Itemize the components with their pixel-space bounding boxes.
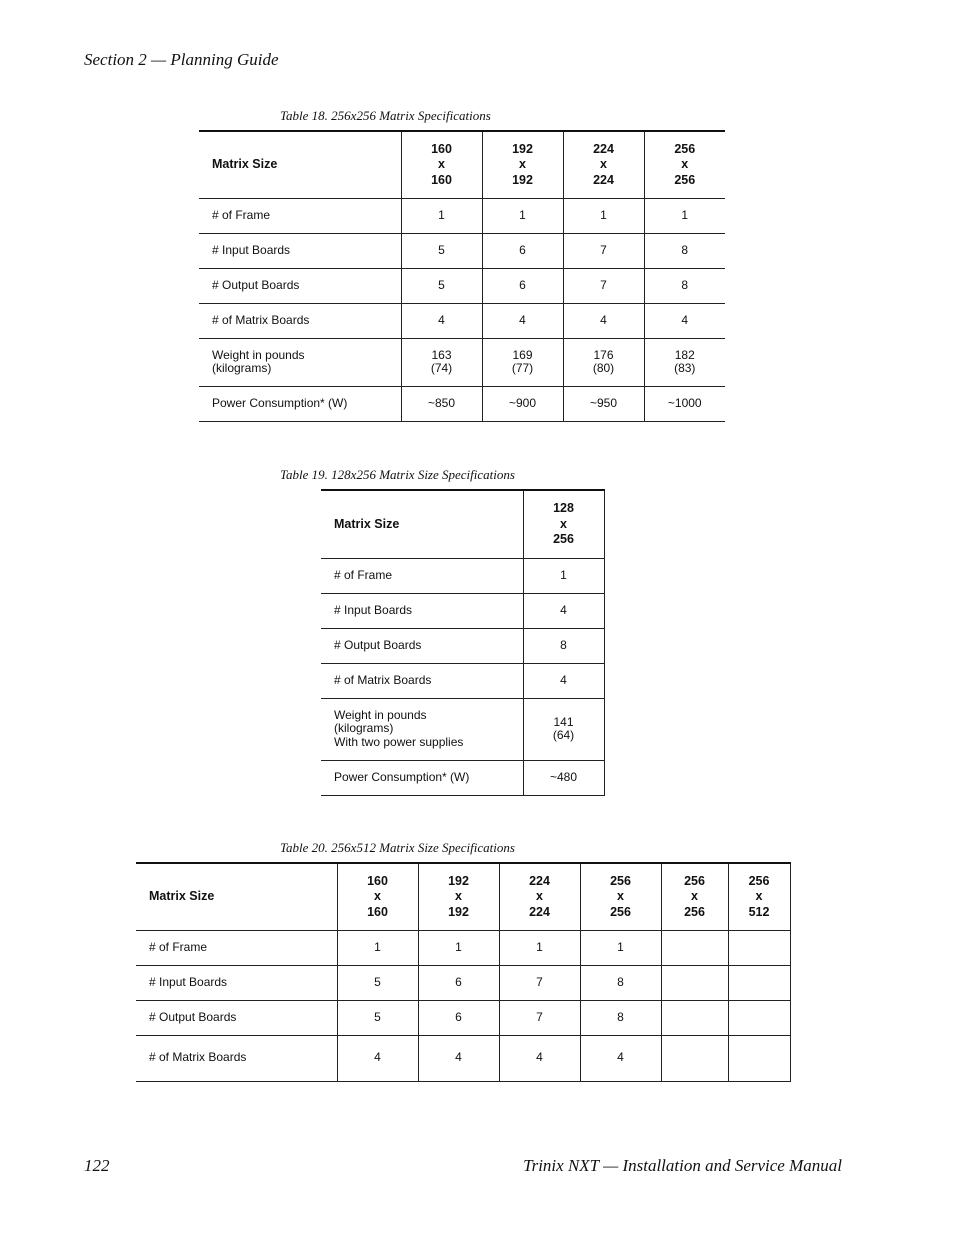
table-row bbox=[321, 593, 604, 628]
row-label-text-line: # of Matrix Boards bbox=[212, 312, 310, 327]
row-label-text-line: Power Consumption* (W) bbox=[334, 769, 470, 784]
table-row bbox=[321, 663, 604, 698]
table-row bbox=[199, 233, 725, 268]
cell-value-text bbox=[374, 976, 381, 990]
column-size bbox=[529, 874, 550, 921]
cell-value-text-line: 169 bbox=[512, 347, 533, 362]
matrix-size-column-header bbox=[499, 863, 580, 930]
cell-value-text-line: 1 bbox=[374, 939, 381, 954]
cell-value-text bbox=[536, 1011, 543, 1025]
page-number: 122 bbox=[84, 1156, 110, 1175]
cell-value-text-line: ~480 bbox=[549, 769, 578, 784]
cell-value bbox=[499, 930, 580, 965]
cell-value-text bbox=[560, 674, 567, 688]
cell-value-text bbox=[560, 604, 567, 618]
table18-spec-table bbox=[199, 130, 725, 422]
cell-value-text bbox=[560, 639, 567, 653]
cell-value bbox=[482, 268, 563, 303]
cell-value-text-line: (64) bbox=[552, 728, 575, 742]
matrix-size-header: Matrix Size bbox=[321, 490, 523, 558]
cell-value-text bbox=[600, 209, 607, 223]
row-label bbox=[321, 698, 523, 760]
column-size bbox=[684, 874, 705, 921]
row-label-text-line: Weight in pounds bbox=[334, 707, 427, 722]
column-size-line: 256 bbox=[610, 904, 631, 919]
cell-value bbox=[418, 965, 499, 1000]
column-size-line: 192 bbox=[512, 172, 533, 187]
column-size-line: x bbox=[374, 889, 381, 903]
row-label-text bbox=[334, 674, 431, 688]
cell-value bbox=[661, 1000, 728, 1035]
table-header-row bbox=[321, 490, 604, 558]
cell-value-text-line: 8 bbox=[681, 242, 689, 257]
cell-value bbox=[482, 303, 563, 338]
cell-value bbox=[482, 233, 563, 268]
cell-value-text bbox=[519, 279, 526, 293]
cell-value-text bbox=[512, 349, 533, 376]
column-size-line: 256 bbox=[674, 141, 696, 156]
cell-value bbox=[563, 303, 644, 338]
table-row bbox=[321, 760, 604, 795]
row-label-text bbox=[212, 397, 347, 411]
manual-title: Trinix NXT — Installation and Service Manual bbox=[523, 1156, 842, 1175]
cell-value bbox=[563, 268, 644, 303]
cell-value bbox=[401, 233, 482, 268]
table-header-row bbox=[199, 131, 725, 198]
cell-value bbox=[661, 1035, 728, 1081]
column-size-line: 160 bbox=[431, 141, 452, 156]
row-label bbox=[321, 663, 523, 698]
row-label-text-line: With two power supplies bbox=[334, 734, 464, 749]
column-size-line: 192 bbox=[512, 141, 533, 156]
cell-value-text bbox=[428, 397, 455, 411]
row-label-text-line: # of Frame bbox=[334, 567, 393, 582]
cell-value-text bbox=[438, 244, 445, 258]
row-label bbox=[199, 338, 401, 386]
cell-value-text bbox=[600, 244, 607, 258]
cell-value-text bbox=[455, 941, 462, 955]
row-label-text bbox=[334, 569, 392, 583]
cell-value bbox=[728, 965, 790, 1000]
cell-value bbox=[523, 558, 604, 593]
cell-value bbox=[523, 663, 604, 698]
cell-value-text-line: 1 bbox=[455, 939, 462, 954]
cell-value-text bbox=[617, 1051, 624, 1065]
table-row bbox=[199, 338, 725, 386]
cell-value bbox=[337, 1000, 418, 1035]
cell-value-text-line: 176 bbox=[593, 347, 614, 362]
cell-value-text-line: ~850 bbox=[427, 395, 456, 410]
column-size-line: 256 bbox=[610, 873, 631, 888]
column-size bbox=[553, 501, 574, 548]
cell-value-text bbox=[550, 771, 577, 785]
cell-value-text bbox=[536, 941, 543, 955]
matrix-size-column-header bbox=[523, 490, 604, 558]
cell-value-text-line: 4 bbox=[617, 1050, 624, 1065]
column-size-line: x bbox=[455, 889, 462, 903]
cell-value-text-line: 1 bbox=[560, 567, 567, 582]
column-size-line: 224 bbox=[593, 172, 614, 187]
column-size-line: x bbox=[600, 157, 607, 171]
cell-value-text bbox=[431, 349, 452, 376]
column-size-line: 256 bbox=[684, 904, 705, 919]
column-size-line: x bbox=[755, 889, 763, 903]
cell-value bbox=[418, 930, 499, 965]
row-label bbox=[321, 628, 523, 663]
cell-value bbox=[499, 965, 580, 1000]
cell-value-text-line: ~1000 bbox=[667, 395, 702, 410]
cell-value-text bbox=[519, 314, 526, 328]
column-size-line: 256 bbox=[748, 873, 770, 888]
row-label-text bbox=[212, 279, 299, 293]
cell-value bbox=[401, 303, 482, 338]
cell-value-text bbox=[600, 314, 607, 328]
row-label-text bbox=[149, 976, 227, 990]
row-label bbox=[199, 386, 401, 421]
cell-value-text-line: 8 bbox=[617, 974, 624, 989]
cell-value-text bbox=[617, 976, 624, 990]
row-label bbox=[136, 1035, 337, 1081]
row-label bbox=[321, 760, 523, 795]
matrix-size-column-header bbox=[337, 863, 418, 930]
cell-value-text bbox=[519, 209, 526, 223]
row-label-text bbox=[212, 244, 290, 258]
row-label-text-line: # Input Boards bbox=[212, 242, 291, 257]
cell-value-text bbox=[590, 397, 617, 411]
cell-value-text-line: 1 bbox=[438, 207, 445, 222]
column-size-line: 192 bbox=[448, 873, 469, 888]
cell-value-text bbox=[374, 1051, 381, 1065]
row-label-text bbox=[212, 314, 309, 328]
matrix-size-column-header bbox=[482, 131, 563, 198]
cell-value bbox=[482, 386, 563, 421]
row-label-text-line: # Input Boards bbox=[149, 974, 228, 989]
column-size-line: 256 bbox=[674, 172, 696, 187]
cell-value-text-line: ~950 bbox=[589, 395, 618, 410]
cell-value bbox=[563, 233, 644, 268]
row-label-text-line: (kilograms) bbox=[212, 361, 272, 375]
cell-value-text bbox=[374, 1011, 381, 1025]
cell-value-text bbox=[455, 1011, 462, 1025]
row-label-text bbox=[334, 709, 463, 750]
cell-value bbox=[337, 1035, 418, 1081]
cell-value-text-line: 4 bbox=[455, 1050, 462, 1065]
row-label-text-line: Weight in pounds bbox=[212, 347, 305, 362]
cell-value-text-line: 8 bbox=[560, 637, 567, 652]
row-label-text-line: # Output Boards bbox=[212, 277, 300, 292]
cell-value-text-line: 4 bbox=[560, 672, 567, 687]
cell-value bbox=[644, 303, 725, 338]
cell-value-text-line: 5 bbox=[374, 1009, 381, 1024]
cell-value-text-line: 1 bbox=[681, 207, 689, 222]
row-label bbox=[321, 558, 523, 593]
cell-value-text-line: 6 bbox=[455, 1009, 462, 1024]
row-label bbox=[199, 303, 401, 338]
cell-value-text bbox=[681, 314, 688, 328]
cell-value-text-line: 5 bbox=[374, 974, 381, 989]
cell-value bbox=[523, 628, 604, 663]
matrix-size-header: Matrix Size bbox=[136, 863, 337, 930]
cell-value-text-line: 4 bbox=[600, 312, 607, 327]
row-label-text-line: (kilograms) bbox=[334, 721, 394, 736]
cell-value-text-line: 182 bbox=[674, 347, 695, 362]
cell-value-text bbox=[681, 279, 688, 293]
cell-value bbox=[580, 930, 661, 965]
cell-value bbox=[644, 268, 725, 303]
cell-value-text-line: (83) bbox=[674, 361, 696, 375]
column-size-line: x bbox=[438, 157, 445, 171]
table-row bbox=[136, 965, 790, 1000]
cell-value-text-line: 6 bbox=[455, 974, 462, 989]
row-label-text bbox=[149, 1011, 236, 1025]
table-row bbox=[199, 268, 725, 303]
matrix-size-column-header bbox=[401, 131, 482, 198]
matrix-size-column-header bbox=[644, 131, 725, 198]
cell-value-text bbox=[455, 1051, 462, 1065]
cell-value-text bbox=[553, 716, 574, 743]
table-row bbox=[321, 698, 604, 760]
column-size bbox=[367, 874, 388, 921]
cell-value-text-line: (77) bbox=[511, 361, 534, 375]
cell-value bbox=[418, 1035, 499, 1081]
cell-value-text-line: 1 bbox=[536, 939, 543, 954]
row-label-text bbox=[334, 604, 412, 618]
row-label bbox=[199, 233, 401, 268]
table20-caption: Table 20. 256x512 Matrix Size Specifications bbox=[280, 840, 515, 855]
column-size bbox=[674, 142, 695, 189]
cell-value-text bbox=[536, 976, 543, 990]
cell-value bbox=[523, 593, 604, 628]
cell-value-text-line: 6 bbox=[519, 242, 526, 257]
cell-value bbox=[580, 1000, 661, 1035]
column-size-line: x bbox=[681, 157, 689, 171]
cell-value-text bbox=[600, 279, 607, 293]
row-label-text bbox=[334, 639, 421, 653]
column-size-line: 256 bbox=[684, 873, 705, 888]
table20-spec-table bbox=[136, 862, 791, 1082]
cell-value-text bbox=[509, 397, 536, 411]
cell-value bbox=[644, 233, 725, 268]
table-row bbox=[136, 1035, 790, 1081]
column-size-line: 192 bbox=[448, 904, 469, 919]
column-size-line: 160 bbox=[431, 172, 452, 187]
cell-value-text-line: 7 bbox=[536, 1009, 543, 1024]
column-size-line: x bbox=[519, 157, 526, 171]
row-label-text-line: # of Frame bbox=[149, 939, 208, 954]
row-label bbox=[136, 930, 337, 965]
cell-value bbox=[563, 198, 644, 233]
cell-value-text-line: 4 bbox=[560, 602, 567, 617]
cell-value bbox=[401, 386, 482, 421]
column-size-line: 512 bbox=[748, 904, 770, 919]
cell-value bbox=[728, 930, 790, 965]
column-size bbox=[610, 874, 631, 921]
cell-value bbox=[580, 965, 661, 1000]
row-label-text bbox=[212, 349, 305, 376]
cell-value-text bbox=[681, 209, 688, 223]
table-row bbox=[199, 198, 725, 233]
column-size-line: 224 bbox=[529, 904, 550, 919]
row-label-text-line: # of Matrix Boards bbox=[149, 1050, 247, 1065]
cell-value bbox=[661, 930, 728, 965]
table-row bbox=[321, 628, 604, 663]
column-size bbox=[431, 142, 452, 189]
table-header-row bbox=[136, 863, 790, 930]
cell-value bbox=[482, 338, 563, 386]
row-label-text-line: # Input Boards bbox=[334, 602, 413, 617]
cell-value-text-line: 163 bbox=[431, 347, 452, 362]
cell-value bbox=[337, 930, 418, 965]
cell-value bbox=[401, 338, 482, 386]
matrix-size-column-header bbox=[563, 131, 644, 198]
table18-caption: Table 18. 256x256 Matrix Specifications bbox=[280, 108, 491, 123]
column-size bbox=[593, 142, 614, 189]
cell-value bbox=[644, 338, 725, 386]
row-label bbox=[199, 198, 401, 233]
cell-value-text bbox=[438, 279, 445, 293]
cell-value-text-line: 4 bbox=[374, 1050, 381, 1065]
cell-value-text bbox=[668, 397, 702, 411]
cell-value-text bbox=[438, 209, 445, 223]
row-label bbox=[321, 593, 523, 628]
column-size-line: 224 bbox=[593, 141, 614, 156]
cell-value bbox=[499, 1035, 580, 1081]
cell-value-text-line: 5 bbox=[438, 277, 445, 292]
cell-value-text-line: ~900 bbox=[508, 395, 537, 410]
cell-value-text bbox=[681, 244, 688, 258]
cell-value bbox=[499, 1000, 580, 1035]
cell-value bbox=[401, 198, 482, 233]
matrix-size-header: Matrix Size bbox=[199, 131, 401, 198]
column-size bbox=[448, 874, 469, 921]
cell-value-text bbox=[536, 1051, 543, 1065]
cell-value-text-line: 7 bbox=[600, 277, 607, 292]
cell-value-text bbox=[617, 941, 624, 955]
table19-spec-table bbox=[321, 489, 605, 796]
row-label-text bbox=[212, 209, 270, 223]
matrix-size-column-header bbox=[661, 863, 728, 930]
cell-value bbox=[644, 386, 725, 421]
cell-value-text bbox=[438, 314, 445, 328]
row-label-text-line: # of Frame bbox=[212, 207, 271, 222]
column-size-line: 224 bbox=[529, 873, 550, 888]
matrix-size-column-header bbox=[418, 863, 499, 930]
cell-value bbox=[401, 268, 482, 303]
cell-value-text-line: 4 bbox=[536, 1050, 543, 1065]
table-row bbox=[136, 1000, 790, 1035]
column-size-line: 128 bbox=[553, 501, 574, 515]
cell-value-text-line: 5 bbox=[438, 242, 445, 257]
table-row bbox=[321, 558, 604, 593]
section-header: Section 2 — Planning Guide bbox=[84, 50, 279, 69]
row-label bbox=[199, 268, 401, 303]
cell-value-text-line: 7 bbox=[600, 242, 607, 257]
column-size-line: 160 bbox=[367, 873, 388, 888]
matrix-size-column-header bbox=[580, 863, 661, 930]
row-label-text-line: # Output Boards bbox=[334, 637, 422, 652]
column-size bbox=[512, 142, 533, 189]
cell-value bbox=[418, 1000, 499, 1035]
cell-value-text-line: 1 bbox=[600, 207, 607, 222]
cell-value-text bbox=[455, 976, 462, 990]
cell-value-text-line: 141 bbox=[553, 714, 574, 729]
cell-value bbox=[644, 198, 725, 233]
cell-value-text bbox=[519, 244, 526, 258]
cell-value bbox=[661, 965, 728, 1000]
column-size-line: x bbox=[536, 889, 543, 903]
cell-value bbox=[728, 1035, 790, 1081]
table-row bbox=[199, 386, 725, 421]
cell-value-text-line: 4 bbox=[438, 312, 445, 327]
cell-value bbox=[523, 760, 604, 795]
row-label-text-line: Power Consumption* (W) bbox=[212, 395, 348, 410]
matrix-size-column-header bbox=[728, 863, 790, 930]
cell-value-text-line: 6 bbox=[519, 277, 526, 292]
table-row bbox=[199, 303, 725, 338]
cell-value-text-line: 4 bbox=[519, 312, 526, 327]
column-size-line: x bbox=[691, 889, 698, 903]
cell-value-text-line: 4 bbox=[681, 312, 689, 327]
column-size-line: 160 bbox=[367, 904, 388, 919]
cell-value-text bbox=[674, 349, 695, 376]
table-row bbox=[136, 930, 790, 965]
cell-value-text-line: 8 bbox=[617, 1009, 624, 1024]
row-label-text bbox=[334, 771, 469, 785]
cell-value bbox=[482, 198, 563, 233]
column-size-line: 256 bbox=[553, 532, 574, 546]
cell-value bbox=[337, 965, 418, 1000]
cell-value-text-line: 1 bbox=[617, 939, 624, 954]
row-label-text bbox=[149, 941, 207, 955]
cell-value-text-line: 1 bbox=[519, 207, 526, 222]
cell-value bbox=[563, 386, 644, 421]
cell-value-text-line: 8 bbox=[681, 277, 689, 292]
table19-caption: Table 19. 128x256 Matrix Size Specifications bbox=[280, 467, 515, 482]
column-size-line: x bbox=[560, 516, 567, 531]
cell-value-text-line: 7 bbox=[536, 974, 543, 989]
cell-value-text bbox=[374, 941, 381, 955]
cell-value-text bbox=[560, 569, 567, 583]
cell-value bbox=[580, 1035, 661, 1081]
cell-value-text-line: (80) bbox=[592, 361, 615, 375]
cell-value-text bbox=[593, 349, 614, 376]
row-label-text-line: # Output Boards bbox=[149, 1009, 237, 1024]
cell-value bbox=[523, 698, 604, 760]
row-label bbox=[136, 965, 337, 1000]
column-size bbox=[749, 874, 770, 921]
cell-value-text-line: (74) bbox=[430, 361, 453, 375]
cell-value bbox=[563, 338, 644, 386]
cell-value-text bbox=[617, 1011, 624, 1025]
row-label bbox=[136, 1000, 337, 1035]
row-label-text-line: # of Matrix Boards bbox=[334, 672, 432, 687]
row-label-text bbox=[149, 1051, 246, 1065]
cell-value bbox=[728, 1000, 790, 1035]
column-size-line: x bbox=[617, 889, 624, 903]
